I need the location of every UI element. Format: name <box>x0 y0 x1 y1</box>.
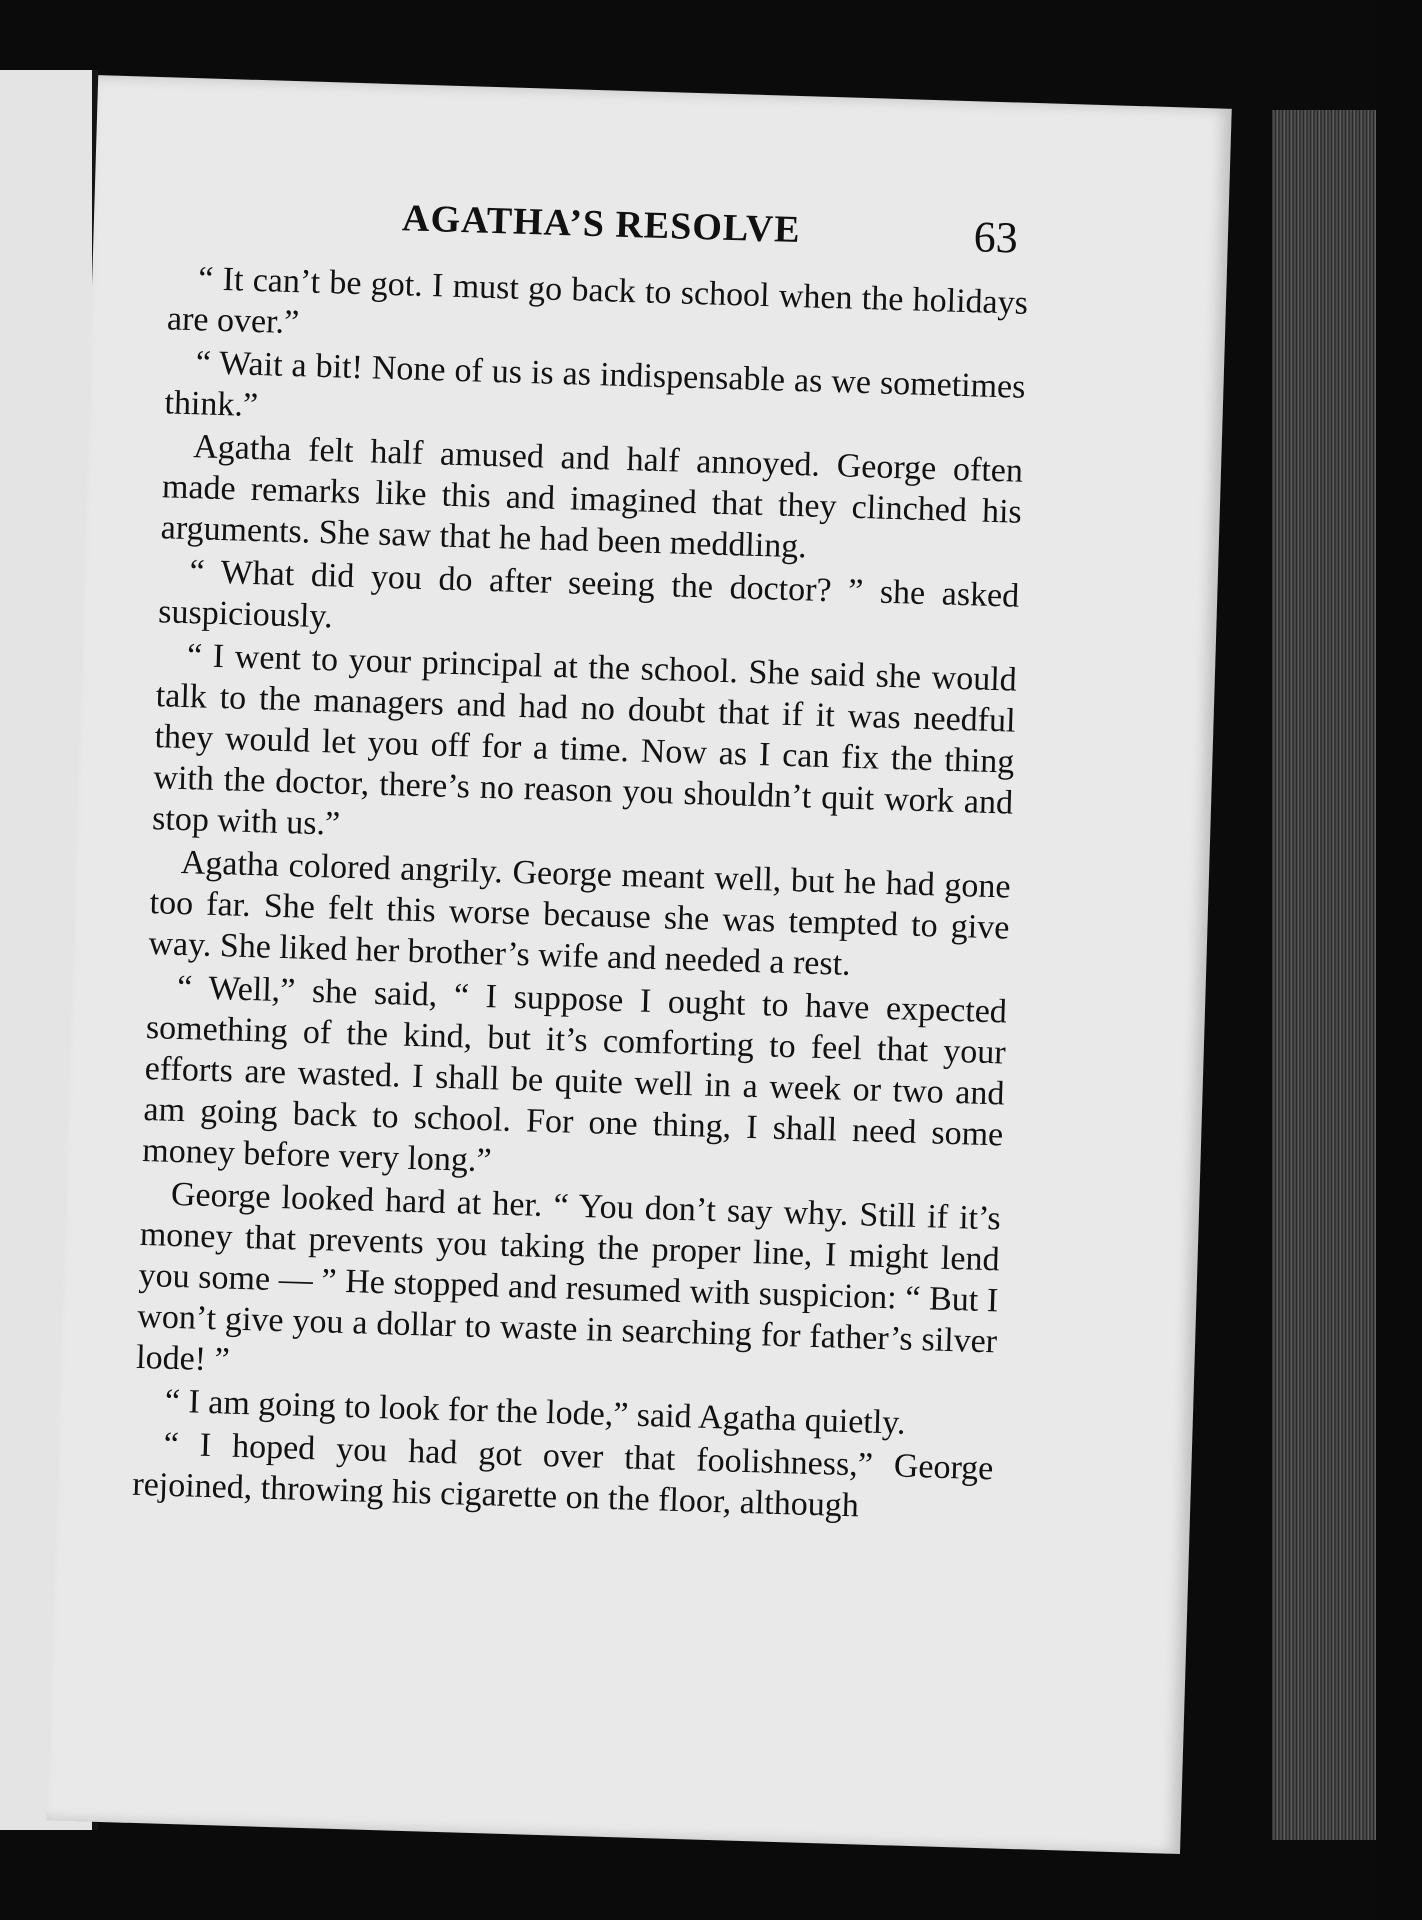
paragraph: “ Wait a bit! None of us is as indispensable as we sometimes think.” <box>164 344 1026 425</box>
page-stack-edge <box>1272 110 1382 1840</box>
background-border <box>1376 0 1422 1920</box>
paragraph: Agatha felt half amused and half annoyed. George often made remarks like this and imagined that they clinched his arguments. She saw that he had been meddling. <box>160 428 1024 566</box>
paragraph: “ I am going to look for the lode,” said Agatha quietly. <box>164 1382 907 1442</box>
book-page <box>46 75 1231 1854</box>
page-body <box>132 257 1029 1532</box>
paragraph: George looked hard at her. “ You don’t say why. Still if it’s money that prevents you taking the proper line, I might lend you some — ” He stopped and resumed with suspicion: “ But I won’t give you a dollar to waste in searching for father’s silver lode! ” <box>135 1175 1002 1379</box>
paragraph: “ I hoped you had got over that foolishness,” George rejoined, throwing his cigarette on the floor, although <box>131 1425 994 1525</box>
paragraph: “ I went to your principal at the school. She said she would talk to the managers and had no doubt that if it was needful they would let you off for a time. Now as I can fix the thing with the doctor, there’s no reason you shouldn’t quit work and stop with us.” <box>151 637 1018 843</box>
paragraph: Agatha colored angrily. George meant well, but he had gone too far. She felt this worse because she was tempted to give way. She liked her brother’s wife and needed a rest. <box>147 843 1012 983</box>
running-head: AGATHA’S RESOLVE <box>401 197 802 252</box>
paragraph: “ Well,” she said, “ I suppose I ought to have expected something of the kind, but it’s comforting to feel that your efforts are wasted. I shall be quite well in a week or two and am going back to school. For one thing, I shall need some money before very long.” <box>141 968 1008 1180</box>
paragraph: “ What did you do after seeing the doctor? ” she asked suspiciously. <box>157 553 1020 636</box>
page-number: 63 <box>973 212 1019 263</box>
paragraph: “ It can’t be got. I must go back to school when the holidays are over.” <box>166 260 1029 342</box>
